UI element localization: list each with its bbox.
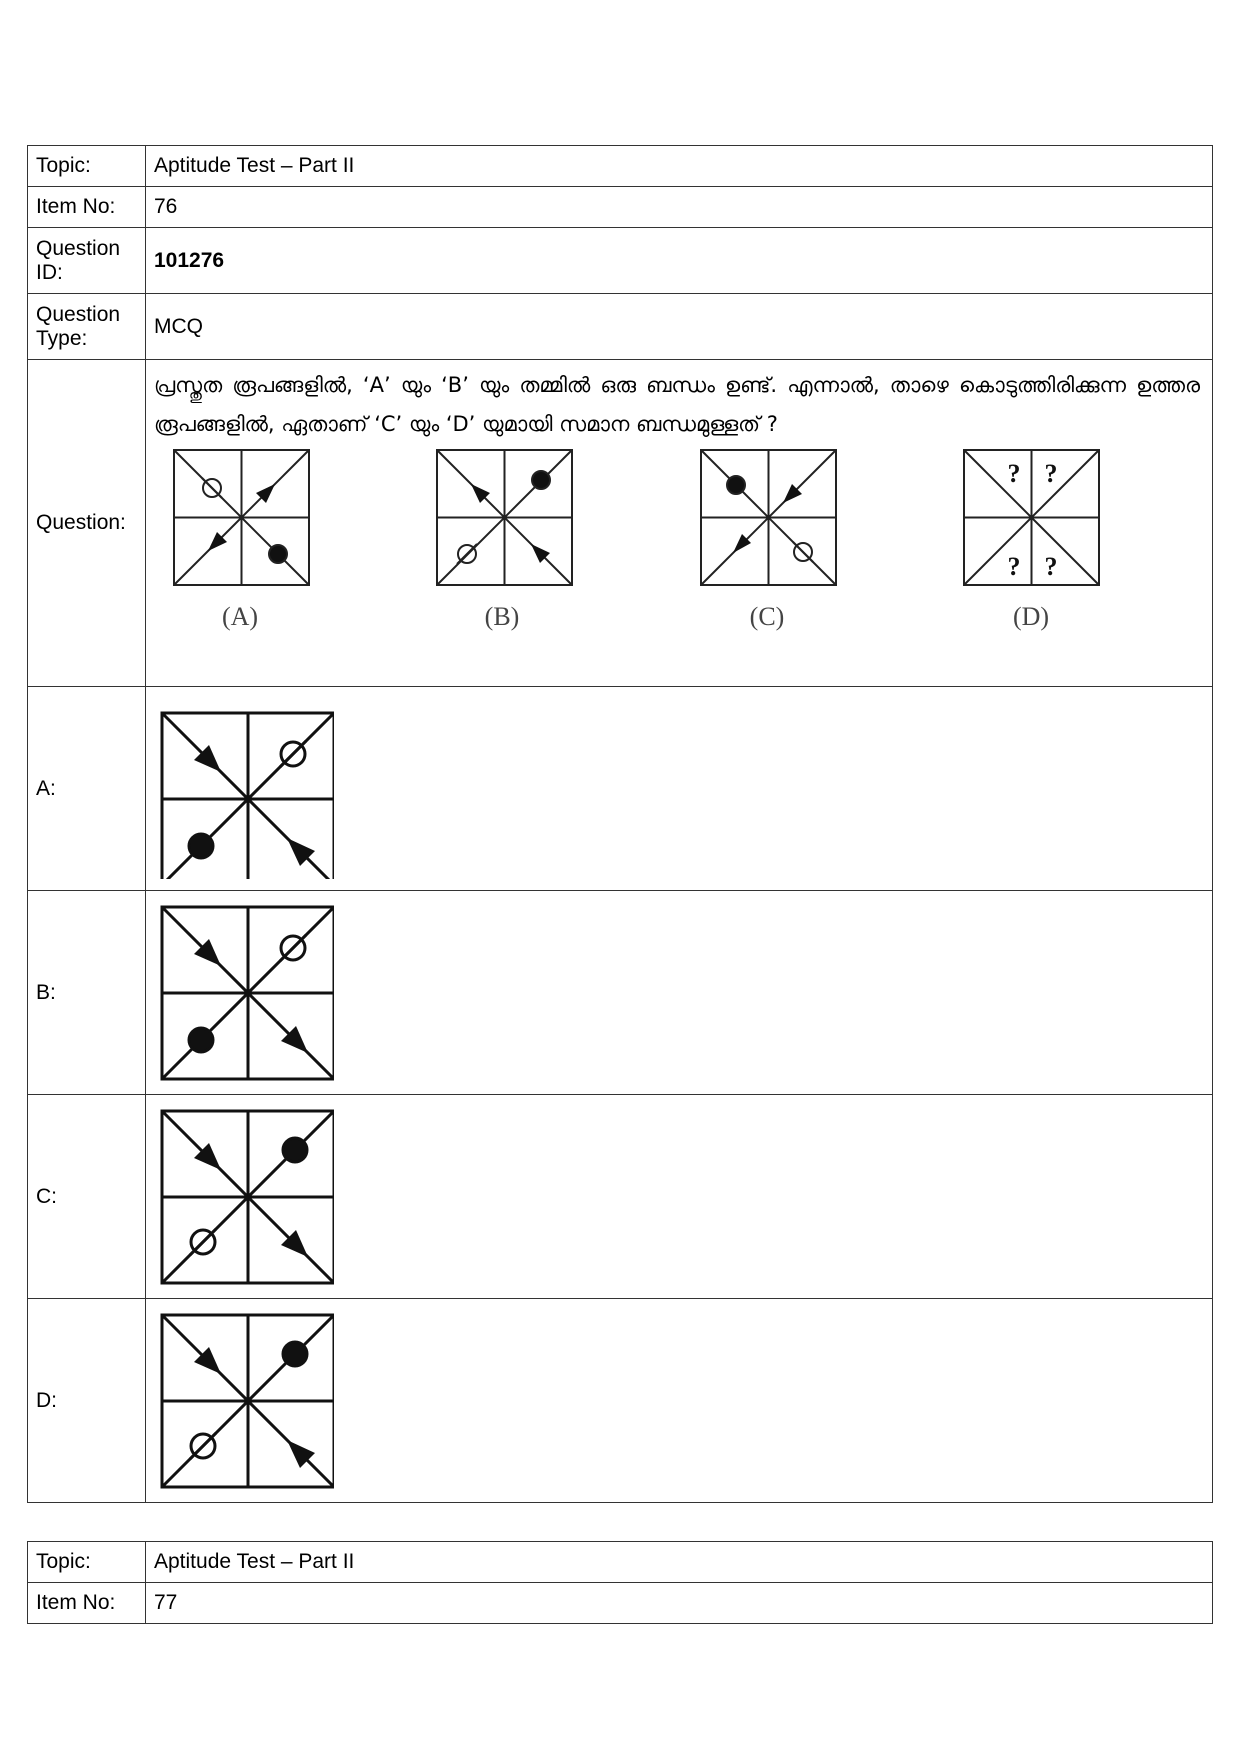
question-label: Question: bbox=[28, 360, 146, 687]
question-id-label: Question ID: bbox=[28, 228, 146, 294]
question-mark: ? bbox=[1007, 552, 1021, 581]
question-cell bbox=[146, 360, 1213, 687]
filled-circle-icon bbox=[532, 471, 550, 489]
open-circle-icon bbox=[457, 544, 477, 564]
caption-c: (C) bbox=[749, 602, 785, 631]
open-circle-icon bbox=[190, 1229, 216, 1255]
option-c-row bbox=[28, 1095, 1213, 1299]
topic-value: Aptitude Test – Part II bbox=[146, 146, 1213, 187]
option-d-row bbox=[28, 1299, 1213, 1503]
option-c-label: C: bbox=[28, 1095, 146, 1299]
figure-d bbox=[964, 450, 1099, 585]
option-d-figure[interactable] bbox=[154, 1311, 334, 1491]
option-a-label: A: bbox=[28, 687, 146, 891]
question-type-value: MCQ bbox=[146, 294, 1213, 360]
caption-d: (D) bbox=[1012, 602, 1050, 631]
option-d-label: D: bbox=[28, 1299, 146, 1503]
filled-circle-icon bbox=[189, 834, 213, 858]
question-figures bbox=[154, 448, 1154, 634]
question-table bbox=[27, 145, 1213, 1503]
caption-a: (A) bbox=[221, 602, 259, 631]
filled-circle-icon bbox=[727, 476, 745, 494]
item-value: 76 bbox=[146, 187, 1213, 228]
next-topic-row bbox=[28, 1542, 1213, 1583]
filled-circle-icon bbox=[283, 1342, 307, 1366]
question-id-row bbox=[28, 228, 1213, 294]
question-mark: ? bbox=[1044, 552, 1058, 581]
option-a-figure-cell bbox=[146, 687, 1213, 891]
question-type-label: Question Type: bbox=[28, 294, 146, 360]
option-a-row bbox=[28, 687, 1213, 891]
option-b-row bbox=[28, 891, 1213, 1095]
option-d-figure-cell bbox=[146, 1299, 1213, 1503]
question-mark: ? bbox=[1044, 459, 1058, 488]
open-circle-icon bbox=[280, 741, 306, 767]
filled-circle-icon bbox=[283, 1138, 307, 1162]
question-id-value: 101276 bbox=[146, 228, 1213, 294]
next-topic-value: Aptitude Test – Part II bbox=[146, 1542, 1213, 1583]
option-b-figure[interactable] bbox=[154, 903, 334, 1083]
next-topic-label: Topic: bbox=[28, 1542, 146, 1583]
next-item-value: 77 bbox=[146, 1583, 1213, 1624]
question-text: പ്രസ്തുത രൂപങ്ങളിൽ, ‘A’ യും ‘B’ യും തമ്മിൽ ഒരു ബന്ധം ഉണ്ട്. എന്നാൽ, താഴെ കൊടുത്തിരിക്കുന്ന ഉത്തര രൂപങ്ങളിൽ, ഏതാണ് ‘C’ യും ‘D’ യുമായി സമാന ബന്ധമുള്ളത് ? bbox=[154, 373, 1200, 436]
topic-row bbox=[28, 146, 1213, 187]
next-item-label: Item No: bbox=[28, 1583, 146, 1624]
next-item-row bbox=[28, 1583, 1213, 1624]
question-mark: ? bbox=[1007, 459, 1021, 488]
open-circle-icon bbox=[190, 1433, 216, 1459]
open-circle-icon bbox=[202, 478, 222, 498]
option-b-figure-cell bbox=[146, 891, 1213, 1095]
topic-label: Topic: bbox=[28, 146, 146, 187]
option-a-figure[interactable] bbox=[154, 699, 334, 879]
figure-a bbox=[174, 450, 309, 585]
filled-circle-icon bbox=[269, 545, 287, 563]
figure-b bbox=[437, 450, 572, 585]
item-row bbox=[28, 187, 1213, 228]
question-type-row bbox=[28, 294, 1213, 360]
caption-b: (B) bbox=[484, 602, 520, 631]
open-circle-icon bbox=[280, 935, 306, 961]
option-b-label: B: bbox=[28, 891, 146, 1095]
item-label: Item No: bbox=[28, 187, 146, 228]
open-circle-icon bbox=[793, 542, 813, 562]
option-c-figure[interactable] bbox=[154, 1107, 334, 1287]
figure-c bbox=[701, 450, 836, 585]
option-c-figure-cell bbox=[146, 1095, 1213, 1299]
question-row bbox=[28, 360, 1213, 687]
next-question-table bbox=[27, 1541, 1213, 1624]
filled-circle-icon bbox=[189, 1028, 213, 1052]
